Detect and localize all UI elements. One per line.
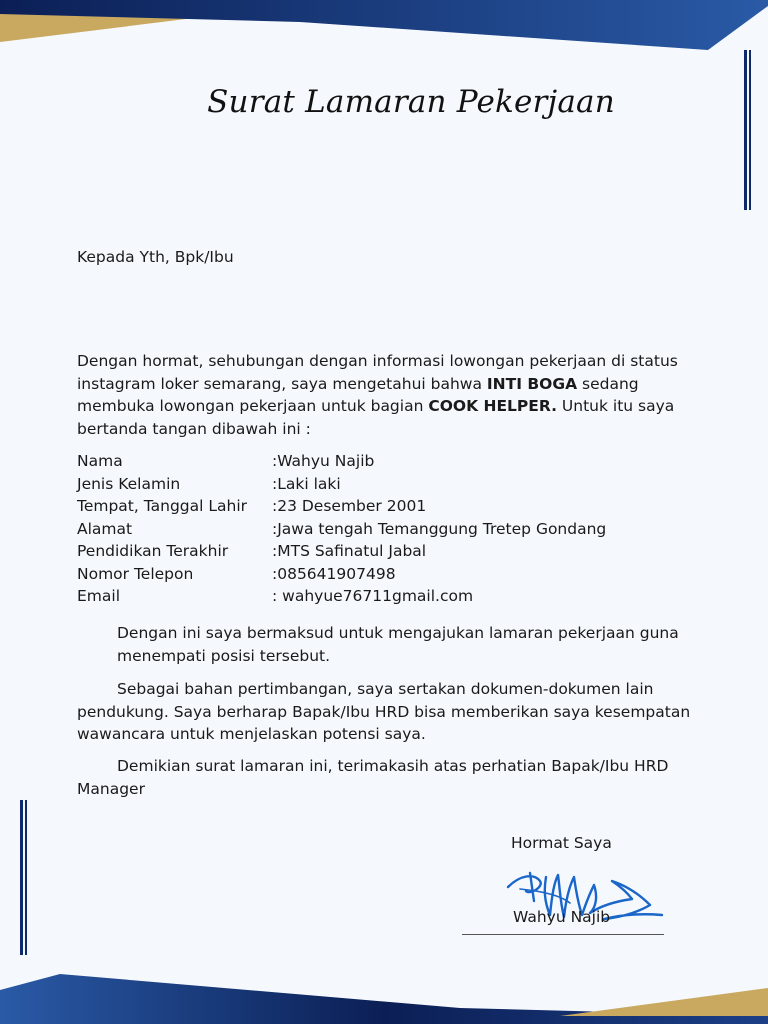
detail-label: Tempat, Tanggal Lahir bbox=[77, 497, 248, 515]
detail-label: Jenis Kelamin bbox=[77, 474, 181, 493]
detail-value: :085641907498 bbox=[272, 564, 396, 583]
detail-row-name bbox=[77, 450, 606, 473]
detail-label: Alamat bbox=[77, 519, 133, 538]
opening-paragraph bbox=[77, 350, 717, 440]
position-name: COOK HELPER. bbox=[428, 397, 557, 415]
greeting: Kepada Yth, Bpk/Ibu bbox=[77, 248, 234, 266]
detail-value: :MTS Safinatul Jabal bbox=[272, 542, 427, 560]
detail-label: Pendidikan Terakhir bbox=[77, 542, 229, 560]
opening-text-b: sedang membuka lowongan pekerjaan untuk bagian bbox=[77, 374, 639, 415]
detail-row-education bbox=[77, 540, 606, 563]
detail-value: :Wahyu Najib bbox=[272, 452, 375, 470]
detail-value: :23 Desember 2001 bbox=[272, 497, 427, 515]
right-line-inner bbox=[749, 50, 751, 210]
detail-row-phone bbox=[77, 563, 606, 586]
letter-title: Surat Lamaran Pekerjaan bbox=[207, 84, 615, 120]
right-line-outer bbox=[744, 50, 747, 210]
detail-value: :Jawa tengah Temanggung Tretep Gondang bbox=[272, 519, 607, 538]
detail-row-gender bbox=[77, 473, 606, 496]
applicant-details bbox=[77, 450, 606, 608]
signer-name: Wahyu Najib bbox=[513, 908, 611, 926]
signature-line bbox=[462, 934, 664, 935]
detail-label: Email bbox=[77, 587, 121, 605]
intent-paragraph: Dengan ini saya bermaksud untuk mengajukan lamaran pekerjaan guna menempati posisi tersebut. bbox=[117, 624, 679, 665]
detail-label: Nomor Telepon bbox=[77, 564, 194, 583]
left-line-outer bbox=[20, 800, 23, 955]
left-line-inner bbox=[25, 800, 27, 955]
opening-text-a: Dengan hormat, sehubungan dengan informasi lowongan pekerjaan di status instagram loker semarang, saya mengetahui bahwa bbox=[77, 352, 678, 393]
company-name: INTI BOGA bbox=[486, 374, 578, 393]
opening-text-c: Untuk itu saya bertanda tangan dibawah ini : bbox=[77, 397, 675, 438]
detail-label: Nama bbox=[77, 452, 123, 470]
consideration-paragraph: Sebagai bahan pertimbangan, saya sertakan dokumen-dokumen lain pendukung. Saya berharap Bapak/Ibu HRD bisa memberikan saya kesempatan wawancara untuk menjelaskan potensi saya. bbox=[77, 680, 691, 743]
closing-salutation: Hormat Saya bbox=[511, 834, 612, 852]
detail-value: : wahyue76711gmail.com bbox=[272, 587, 474, 605]
detail-row-email bbox=[77, 585, 606, 608]
detail-row-birth bbox=[77, 495, 606, 518]
closing-paragraph: Demikian surat lamaran ini, terimakasih atas perhatian Bapak/Ibu HRD Manager bbox=[77, 757, 669, 798]
detail-row-address bbox=[77, 518, 606, 541]
bottom-navy-band bbox=[0, 974, 768, 1024]
detail-value: :Laki laki bbox=[272, 474, 341, 493]
